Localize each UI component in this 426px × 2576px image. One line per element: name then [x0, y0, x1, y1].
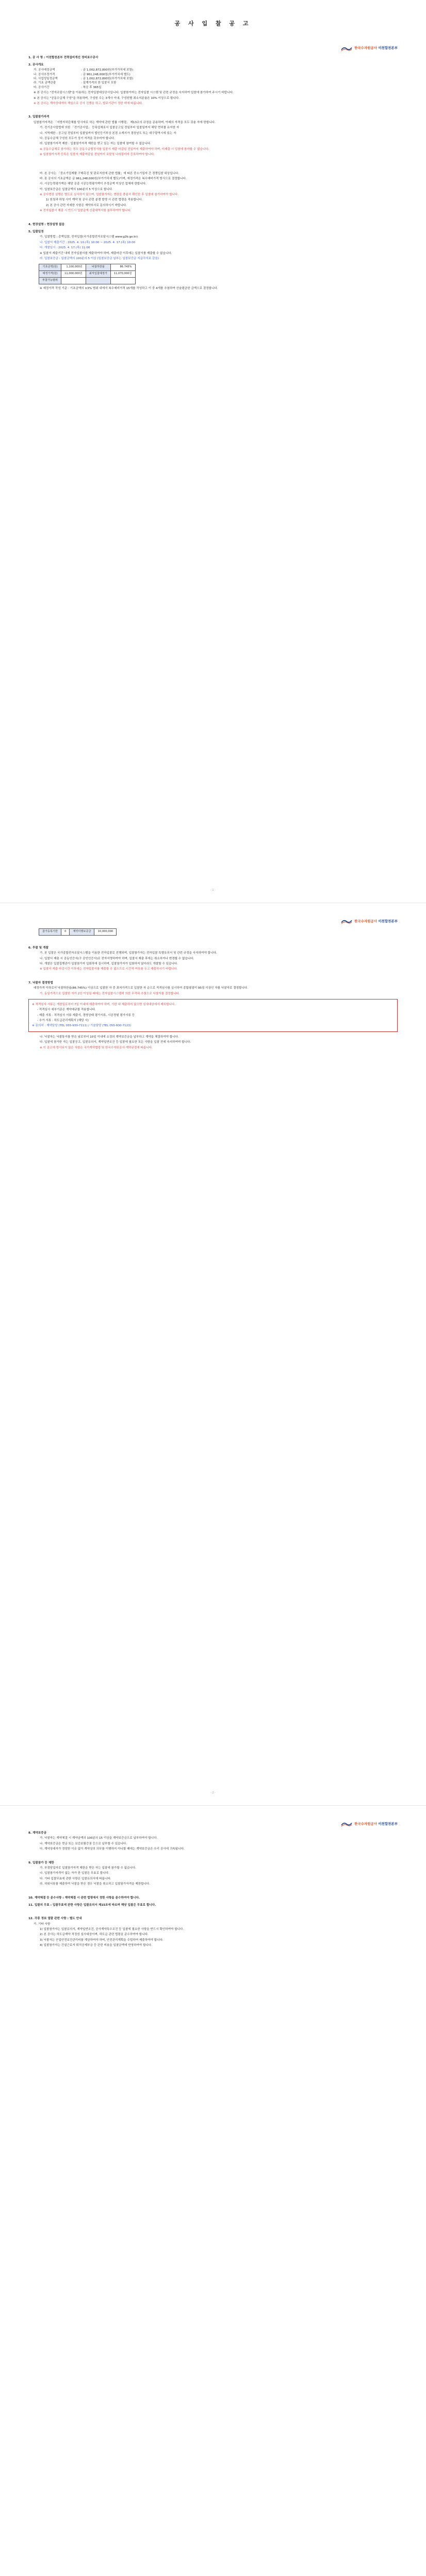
s9-heading: 9. 입찰참가 등 제한	[28, 1861, 54, 1865]
kwater-logo-icon	[341, 46, 352, 52]
award-item: 나. 낙찰자는 낙찰통지를 받은 날로부터 10일 이내에 소정의 계약보증금을 납부하고 계약을 체결하여야 합니다.	[40, 1035, 179, 1039]
s12-heading: 12. 각종 정보 열람 관련 사항 : 별도 안내	[28, 1917, 82, 1921]
overview-note-red: ※ 본 공사는 계약상대자의 책임으로 공사 진행을 하고, 발주기관이 정한 바에 따릅니다.	[34, 102, 143, 106]
page-2	[0, 903, 426, 1805]
table-cell: 1,100,000원	[61, 264, 86, 271]
bid-item: 다. 개찰은 입찰집행관이 입찰참가자 입회하에 실시하며, 입찰참가자가 입회하지 않더라도 개찰할 수 있습니다.	[40, 962, 178, 965]
notice-line: - 제출 서류 : 적격심사 서류 제출서, 경영상태 평가서류, 시공경험 평가서류 등	[37, 1013, 135, 1017]
table-cell	[86, 277, 110, 284]
qualification-item: 다. 공동수급체 구성원 모두가 상기 자격을 갖추어야 합니다.	[40, 137, 115, 140]
s7-lead: 예정가격 이하로서 낙찰하한율(86.745%) 이상으로 입찰한 자 중 최저가격으로 입찰한 자 순으로 적격심사를 실시하여 종합평점이 95점 이상인 자를 낙찰자로 결정합니다.	[34, 987, 248, 990]
table-cell: 11,000,000원	[61, 271, 86, 278]
bid-item: 가. 본 입찰은 국가종합전자조달시스템을 이용한 전자입찰로 진행되며, 입찰참가자는 전자입찰 특별유의서 및 관련 규정을 숙지하여야 합니다.	[40, 952, 217, 955]
schedule-note: ※ 입찰서 제출기간 내에 전자입찰서를 제출하여야 하며, 제출마감 이후에는 입찰서를 제출할 수 없습니다.	[40, 251, 172, 255]
misc-item: 가. 기타 사항	[34, 1922, 51, 1926]
table-row	[39, 264, 136, 271]
table-cell: 예정가격(원)	[39, 271, 61, 278]
table-cell: 참가등록기한	[39, 929, 61, 936]
doc-title: 공 사 입 찰 공 고	[174, 20, 252, 27]
table-cell	[61, 277, 86, 284]
notice-contact: ※ 문의처 : 계약담당 (TEL 055-930-7111) / 기술담당 (TEL 055-930-7123)	[32, 1024, 132, 1028]
table-row	[39, 271, 136, 278]
s4-heading: 4. 현장설명 : 현장설명 없음	[28, 223, 65, 226]
notice-line: - 적격심사 세부기준은 계약예규를 적용합니다.	[37, 1008, 96, 1012]
overview-note: ※ 본 공사는 "공동수급체 구성"을 허용하며, 구성원 수는 3개사 이내, 구성원별 최소지분율은 10% 이상으로 합니다.	[34, 96, 180, 100]
page-number: - 2 -	[210, 1791, 216, 1794]
kwater-logo-icon	[341, 919, 352, 924]
s2-heading: 2. 공사개요	[28, 63, 44, 66]
bid-warning: ※ 입찰서 제출 마감시간 이후에는 전자입찰서를 제출할 수 없으므로 시간적 여유를 두고 제출하시기 바랍니다.	[40, 968, 178, 971]
schedule-deposit-line: 라. 입찰보증금 : 입찰금액의 100분의 5 이상 (입찰보증금 납부는 입찰보증금 지급각서로 갈음)	[40, 257, 159, 260]
qualification-warning: ※ 공사현장 설명은 별도로 실시하지 않으며, 입찰참가자는 현장을 충분히 확인한 후 입찰에 참가하여야 합니다.	[40, 193, 179, 197]
table-cell: 0	[61, 929, 70, 936]
overview-row: 마. 공사기간 : 착공 후 365일	[34, 86, 102, 89]
table-cell: 기초금액(원)	[39, 264, 61, 271]
price-table	[39, 264, 136, 284]
s7-red-note: 가. 동일가격으로 입찰한 자가 2인 이상일 때에는 전자입찰시스템에 의한 무작위 추첨으로 낙찰자를 결정합니다.	[40, 992, 180, 995]
schedule-item: 다. 개찰일시 : 2025. 4. 17.(목) 11:00	[40, 246, 90, 250]
price-note: ※ 예정가격 작성 기준 : 기초금액의 ±3% 범위 내에서 복수예비가격 15개를 작성하고 이 중 4개를 추첨하여 산술평균한 금액으로 결정합니다.	[40, 286, 218, 290]
misc-item: 1) 입찰참가자는 입찰유의서, 계약일반조건, 공사계약특수조건 등 입찰에 필요한 사항을 반드시 확인하여야 합니다.	[40, 1928, 184, 1931]
header-logo	[28, 46, 398, 52]
table-cell: 최저입찰예정가	[86, 271, 110, 278]
screening-notice-box	[28, 999, 398, 1032]
s7-heading: 7. 낙찰자 결정방법	[28, 981, 53, 985]
page-3	[0, 1805, 426, 2576]
s8-heading: 8. 계약보증금	[28, 1832, 46, 1835]
table-cell: 투찰가능범위	[39, 277, 61, 284]
overview-list	[28, 68, 398, 90]
table-row	[39, 277, 136, 284]
table-cell: 10,000,000	[94, 929, 117, 936]
overview-row: 다. 사업성일정금액 : 금 1,002,872,800원(부가가치세 포함)	[34, 77, 134, 81]
s5-heading: 5. 입찰일정	[28, 230, 44, 234]
schedule-item: 가. 입찰방법 : 총액입찰, 전자입찰(국가종합전자조달시스템 www.g2b.go.kr)	[40, 235, 138, 239]
overview-row: 나. 공사추정가격 : 금 961,248,000원(부가가치세 별도)	[34, 73, 130, 76]
qualification-subitem: 1) 원청과 하청 사이 계약 및 공사 관련 분쟁 발생 시 관련 법령을 적용합니다.	[46, 198, 143, 202]
kwater-logo-icon	[341, 1821, 352, 1827]
notice-line: ※ 적격심사 서류는 개찰일로부터 7일 이내에 제출하여야 하며, 기한 내 제출하지 않으면 심사대상에서 제외합니다.	[32, 1003, 176, 1006]
table-cell: 11,070,000원	[110, 271, 135, 278]
schedule-item: 나. 입찰서 제출기간 : 2025. 4. 10.(목) 10:00 ~ 2025. 4. 17.(목) 10:00	[40, 241, 136, 244]
qualification-item: 바. 본 공사의 기초금액은 금 961,248,000원(부가가치세 별도)이며, 예정가격은 복수예비가격 방식으로 결정합니다.	[40, 177, 187, 180]
page-1	[0, 0, 426, 903]
award-note: ※ 이 공고에 명시되지 않은 사항은 국가계약법령 및 한국수자원공사 계약규정에 따릅니다.	[40, 1046, 153, 1049]
table-cell: 계약이행보증금	[70, 929, 94, 936]
misc-item: 4) 입찰참가자는 건설근로자 퇴직공제부금 등 관련 비용을 입찰금액에 반영하여야 합니다.	[40, 1944, 153, 1947]
bid-item: 나. 입찰서 제출 시 공동인증서(구 공인인증서)로 전자서명하여야 하며, 입찰서 제출 후에는 취소하거나 변경할 수 없습니다.	[40, 957, 194, 960]
s3-lead: 입찰참가자격은 「지방자치단체를 당사자로 하는 계약에 관한 법률 시행령」 제13조의 규정을 준용하며, 아래의 자격을 모두 갖춘 자에 한합니다.	[34, 121, 216, 124]
notice-line: - 추가 서류 : 하도급관리계획서 (해당 시)	[37, 1019, 89, 1023]
fee-table	[39, 928, 117, 936]
overview-row: 가. 공사예정금액 : 금 1,002,872,800원(부가가치세 포함)	[34, 69, 134, 72]
qualification-warning: ※ 전자입찰서 제출 시 반드시 입찰금액 산출내역서를 첨부하여야 합니다.	[40, 209, 132, 213]
page-number: - 1 -	[210, 888, 216, 892]
overview-row: 라. 기초 금액산출 : 설계가격의 한 입찰서 포함	[34, 81, 117, 85]
header-logo	[28, 1821, 398, 1827]
s10-heading: 10. 계약체결 등 준수사항 : 계약체결 시 관련 법령에서 정한 사항을 준수하여야 합니다.	[28, 1896, 140, 1900]
award-item: 다. 입찰에 참가한 자는 입찰공고, 입찰유의서, 계약일반조건 등 입찰에 필요한 모든 사항을 입찰 전에 숙지하여야 합니다.	[40, 1041, 191, 1044]
deposit-item: 나. 계약보증금은 현금 또는 보증보험증권 등으로 납부할 수 있습니다.	[40, 1842, 127, 1845]
table-row	[39, 929, 117, 936]
restriction-item: 다. 기타 입찰무효에 관한 사항은 입찰유의서에 따릅니다.	[40, 1877, 111, 1880]
qualification-item: 가. 전기공사업법에 의한 「전기공사업」 등록업체로서 입찰공고일 전일부터 입찰일까지 해당 면허를 유지한 자	[40, 126, 179, 130]
qualification-item: 나. 지역제한 : 공고일 전일부터 입찰일까지 법인등기부상 본점 소재지가 경상남도 또는 대구광역시에 있는 자	[40, 131, 176, 135]
s11-heading: 11. 입찰의 무효 : 입찰무효에 관한 사항은 입찰유의서 제15조에 따르며 해당 입찰은 무효로 합니다.	[28, 1903, 156, 1907]
table-cell	[110, 277, 135, 284]
qualification-item: 사. 시공능력평가액은 해당 공종 시공능력평가액이 추정금액 이상인 업체에 한합니다.	[40, 182, 146, 186]
qualification-item: 라. 입찰참가자격 제한 : 입찰참가자격 제한을 받고 있는 자는 입찰에 참여할 수 없습니다.	[40, 142, 151, 146]
restriction-item: 가. 부정당업자로 입찰참가자격 제한을 받은 자는 입찰에 참가할 수 없습니다.	[40, 1866, 137, 1870]
qualification-item: 마. 본 공사는 「중소기업제품 구매촉진 및 판로지원에 관한 법률」에 따른 중소기업자 간 경쟁입찰 대상입니다.	[40, 172, 179, 175]
s6-heading: 6. 투찰 및 개찰	[28, 946, 48, 950]
deposit-item: 가. 낙찰자는 계약체결 시 계약금액의 100분의 15 이상을 계약보증금으로 납부하여야 합니다.	[40, 1837, 158, 1840]
misc-item: 3) 낙찰자는 산업안전보건관리비를 계상하여야 하며, 안전관리계획을 수립하여 제출하여야 합니다.	[40, 1938, 163, 1942]
overview-note: ※ 본 공사는 "전자조달시스템"을 이용하는 전자입찰대상공사입니다. 입찰참가자는 전자입찰 시스템 및 관련 규정을 숙지하여 입찰에 참가하여 주시기 바랍니다.	[34, 91, 234, 95]
header-org-name: 한국수자원공사 이천합천본부	[354, 1821, 398, 1826]
s1-title: 1. 공 사 명 : 이천합천본부 전력설비개선 정비보수공사	[28, 56, 99, 59]
table-cell: 낙찰하한율	[86, 264, 110, 271]
qualification-item: 아. 입찰보증금은 입찰금액의 100분의 5 이상으로 합니다.	[40, 188, 113, 191]
header-org-name: 한국수자원공사 이천합천본부	[354, 46, 398, 50]
restriction-item: 나. 입찰참가자격이 없는 자가 한 입찰은 무효로 합니다.	[40, 1872, 109, 1875]
qualification-warning: ※ 입찰참가자격 등록은 입찰서 제출마감일 전일까지 조달청 나라장터에 등록하여야 합니다.	[40, 153, 155, 157]
header-org-name: 한국수자원공사 이천합천본부	[354, 919, 398, 923]
qualification-warning: ※ 공동수급체로 참가하는 경우 공동수급협정서를 입찰서 제출 마감일 전일까지 제출하여야 하며, 미제출 시 입찰에 참가할 수 없습니다.	[40, 147, 209, 151]
table-cell: 86.745%	[110, 264, 135, 271]
qualification-subitem: 2) 본 공사 관련 자세한 사항은 계약부서로 문의하시기 바랍니다.	[46, 204, 127, 207]
misc-item: 2) 본 공사는 하도급계약 적정성 심사대상이며, 하도급 관련 법령을 준수하여야 합니다.	[40, 1933, 149, 1937]
deposit-item: 다. 계약상대자가 정당한 이유 없이 계약상의 의무를 이행하지 아니할 때에는 계약보증금은 우리 공사에 귀속됩니다.	[40, 1848, 185, 1851]
header-logo	[28, 919, 398, 924]
restriction-item: 라. 허위서류를 제출하여 낙찰을 받은 경우 낙찰을 취소하고 입찰참가자격을 제한합니다.	[40, 1883, 151, 1886]
s3-heading: 3. 입찰참가자격	[28, 115, 50, 119]
